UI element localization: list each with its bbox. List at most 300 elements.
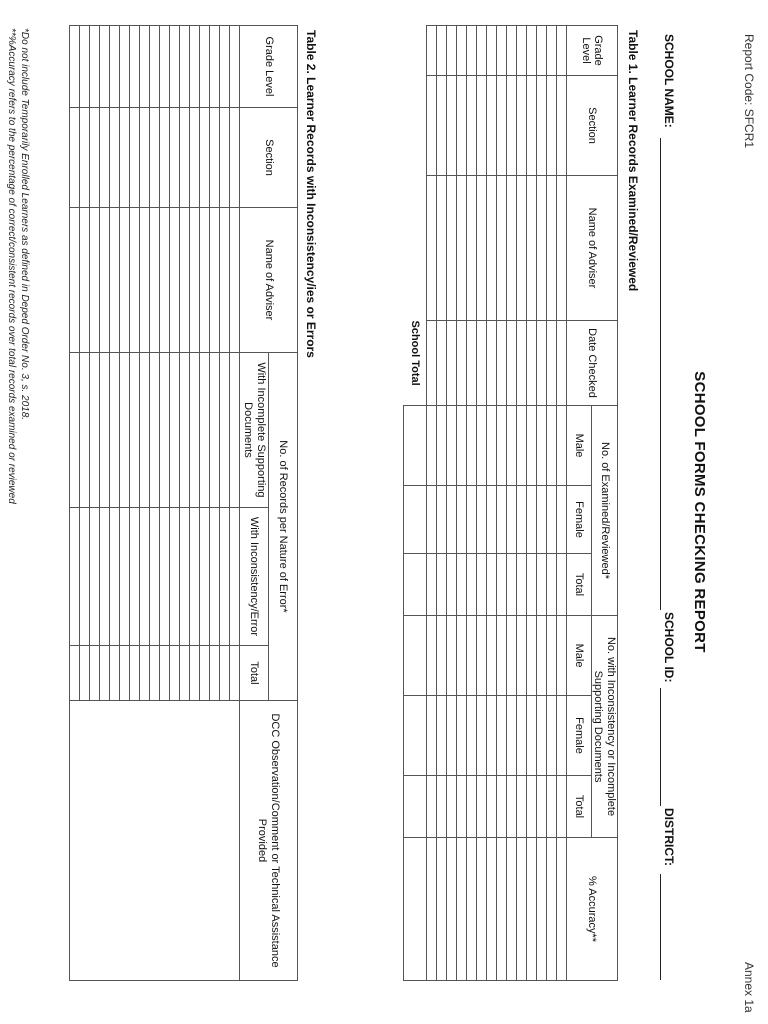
- table-cell[interactable]: [496, 486, 506, 554]
- table-cell[interactable]: [516, 406, 526, 486]
- table-cell[interactable]: [120, 26, 130, 108]
- table-cell[interactable]: [466, 26, 476, 76]
- table-cell[interactable]: [546, 76, 556, 176]
- table-row: [426, 26, 436, 981]
- col-inconsistency-total: Total: [566, 776, 591, 838]
- table-cell[interactable]: [496, 321, 506, 406]
- table-cell[interactable]: [190, 26, 200, 108]
- table-cell[interactable]: [456, 486, 466, 554]
- table-cell[interactable]: [170, 508, 180, 646]
- table-cell[interactable]: [496, 696, 506, 776]
- table-cell[interactable]: [140, 646, 150, 701]
- table-cell[interactable]: [496, 76, 506, 176]
- table-cell[interactable]: [130, 208, 140, 353]
- table-cell[interactable]: [160, 108, 170, 208]
- table-cell[interactable]: [516, 26, 526, 76]
- table-cell[interactable]: [526, 321, 536, 406]
- table-cell[interactable]: [456, 26, 466, 76]
- table-cell[interactable]: [426, 838, 436, 981]
- table-cell[interactable]: [90, 26, 100, 108]
- table-cell[interactable]: [506, 406, 516, 486]
- table-cell[interactable]: [446, 406, 456, 486]
- table-cell[interactable]: [536, 321, 546, 406]
- table-cell[interactable]: [536, 76, 546, 176]
- table-cell[interactable]: [110, 26, 120, 108]
- table-cell[interactable]: [526, 616, 536, 696]
- table-cell[interactable]: [526, 696, 536, 776]
- table-cell[interactable]: [456, 696, 466, 776]
- table-cell[interactable]: [210, 646, 220, 701]
- inconsistency-records-table: [69, 25, 298, 981]
- table-cell[interactable]: [556, 616, 566, 696]
- table-cell[interactable]: [496, 554, 506, 616]
- table-cell[interactable]: [526, 26, 536, 76]
- table-cell[interactable]: [536, 616, 546, 696]
- col-error-total: Total: [240, 646, 269, 701]
- table-cell[interactable]: [426, 26, 436, 76]
- table-cell[interactable]: [70, 646, 80, 701]
- table-cell[interactable]: [456, 838, 466, 981]
- table-cell[interactable]: [446, 554, 456, 616]
- table-cell[interactable]: [426, 696, 436, 776]
- table-cell[interactable]: [150, 646, 160, 701]
- table-cell[interactable]: [516, 554, 526, 616]
- table-cell[interactable]: [230, 646, 240, 701]
- table-cell[interactable]: [456, 76, 466, 176]
- table-cell[interactable]: [200, 508, 210, 646]
- table-cell[interactable]: [436, 76, 446, 176]
- table-cell[interactable]: [556, 321, 566, 406]
- table-cell[interactable]: [230, 108, 240, 208]
- table-cell[interactable]: [180, 353, 190, 508]
- col-adviser: Name of Adviser: [240, 208, 298, 353]
- table-cell[interactable]: [110, 208, 120, 353]
- table-cell[interactable]: [70, 508, 80, 646]
- table-cell[interactable]: [546, 616, 556, 696]
- table-cell[interactable]: [446, 76, 456, 176]
- table-cell[interactable]: [446, 838, 456, 981]
- col-examined-male: Male: [566, 406, 591, 486]
- table-cell[interactable]: [230, 508, 240, 646]
- table-cell[interactable]: [170, 208, 180, 353]
- table-cell[interactable]: [466, 838, 476, 981]
- table-cell[interactable]: [456, 776, 466, 838]
- table-cell[interactable]: [160, 208, 170, 353]
- table-cell[interactable]: [466, 406, 476, 486]
- table-cell[interactable]: [426, 554, 436, 616]
- table-cell[interactable]: [456, 554, 466, 616]
- table-cell[interactable]: [210, 108, 220, 208]
- table-cell[interactable]: [100, 108, 110, 208]
- table-cell[interactable]: [170, 353, 180, 508]
- school-total-cell[interactable]: [404, 406, 427, 486]
- table-cell[interactable]: [200, 208, 210, 353]
- table-cell[interactable]: [170, 646, 180, 701]
- col-group-inconsistency: No. with Inconsistency or Incomplete Supporting Documents: [591, 616, 617, 838]
- table-cell[interactable]: [466, 554, 476, 616]
- table-cell[interactable]: [130, 508, 140, 646]
- table-cell[interactable]: [476, 406, 486, 486]
- table-cell[interactable]: [456, 321, 466, 406]
- report-code: Report Code: SFCR1: [742, 34, 756, 149]
- table-cell[interactable]: [466, 321, 476, 406]
- table-cell[interactable]: [506, 321, 516, 406]
- school-total-label: School Total: [409, 320, 422, 386]
- table-cell[interactable]: [140, 26, 150, 108]
- table-cell[interactable]: [486, 776, 496, 838]
- table-cell[interactable]: [230, 208, 240, 353]
- table-cell[interactable]: [100, 208, 110, 353]
- table-cell[interactable]: [476, 321, 486, 406]
- table-cell[interactable]: [426, 486, 436, 554]
- table-cell[interactable]: [496, 26, 506, 76]
- table-cell[interactable]: [120, 208, 130, 353]
- table-cell[interactable]: [80, 26, 90, 108]
- table-cell[interactable]: [80, 646, 90, 701]
- table2-caption: Table 2. Learner Records with Inconsistency/ies or Errors: [304, 30, 318, 358]
- table-cell[interactable]: [170, 108, 180, 208]
- col-accuracy: % Accuracy**: [566, 838, 617, 981]
- table-cell[interactable]: [436, 838, 446, 981]
- table-cell[interactable]: [506, 486, 516, 554]
- table-cell[interactable]: [130, 646, 140, 701]
- table-cell[interactable]: [150, 26, 160, 108]
- table-cell[interactable]: [476, 76, 486, 176]
- table-cell[interactable]: [100, 353, 110, 508]
- table-cell[interactable]: [190, 508, 200, 646]
- table-cell[interactable]: [80, 353, 90, 508]
- table-cell[interactable]: [476, 26, 486, 76]
- table-cell[interactable]: [546, 486, 556, 554]
- school-total-cell[interactable]: [404, 696, 427, 776]
- table-cell[interactable]: [436, 776, 446, 838]
- table-cell[interactable]: [516, 776, 526, 838]
- table-cell[interactable]: [90, 353, 100, 508]
- table-cell[interactable]: [506, 76, 516, 176]
- table-cell[interactable]: [546, 321, 556, 406]
- table-cell[interactable]: [80, 208, 90, 353]
- table-cell[interactable]: [506, 776, 516, 838]
- table-cell[interactable]: [556, 554, 566, 616]
- table-cell[interactable]: [506, 838, 516, 981]
- table-cell[interactable]: [516, 176, 526, 321]
- table-cell[interactable]: [496, 776, 506, 838]
- table-cell[interactable]: [556, 76, 566, 176]
- table-cell[interactable]: [150, 353, 160, 508]
- district-field[interactable]: [660, 874, 661, 980]
- table-cell[interactable]: [476, 696, 486, 776]
- table-cell[interactable]: [556, 406, 566, 486]
- table-cell[interactable]: [556, 176, 566, 321]
- table-cell[interactable]: [506, 26, 516, 76]
- table-cell[interactable]: [160, 508, 170, 646]
- table-cell[interactable]: [526, 838, 536, 981]
- table-cell[interactable]: [426, 176, 436, 321]
- table-cell[interactable]: [120, 108, 130, 208]
- table-cell[interactable]: [506, 616, 516, 696]
- table-cell[interactable]: [180, 26, 190, 108]
- table-cell[interactable]: [486, 26, 496, 76]
- report-title: SCHOOL FORMS CHECKING REPORT: [691, 371, 708, 653]
- table-cell[interactable]: [190, 108, 200, 208]
- table-cell[interactable]: [516, 696, 526, 776]
- table-cell[interactable]: [456, 176, 466, 321]
- table-cell[interactable]: [526, 76, 536, 176]
- table1-caption: Table 1. Learner Records Examined/Reviewed: [626, 30, 640, 292]
- table-cell[interactable]: [200, 26, 210, 108]
- district-label: DISTRICT:: [662, 808, 676, 866]
- table-cell[interactable]: [436, 406, 446, 486]
- table-cell[interactable]: [170, 26, 180, 108]
- table-cell[interactable]: [426, 76, 436, 176]
- table-cell[interactable]: [100, 26, 110, 108]
- table-cell[interactable]: [110, 353, 120, 508]
- table-cell[interactable]: [446, 176, 456, 321]
- table-cell[interactable]: [526, 554, 536, 616]
- school-name-field[interactable]: [660, 138, 661, 610]
- table-cell[interactable]: [536, 838, 546, 981]
- table-cell[interactable]: [150, 108, 160, 208]
- table-cell[interactable]: [426, 406, 436, 486]
- table-cell[interactable]: [140, 508, 150, 646]
- table-row: [546, 26, 556, 981]
- table-cell[interactable]: [220, 108, 230, 208]
- table-row: [436, 26, 446, 981]
- table-cell[interactable]: [546, 26, 556, 76]
- table-cell[interactable]: [110, 646, 120, 701]
- school-total-cell[interactable]: [404, 838, 427, 981]
- table-cell[interactable]: [180, 646, 190, 701]
- table-cell[interactable]: [190, 646, 200, 701]
- col-inconsistency-female: Female: [566, 696, 591, 776]
- table-cell[interactable]: [546, 406, 556, 486]
- table-cell[interactable]: [466, 176, 476, 321]
- table-cell[interactable]: [556, 838, 566, 981]
- table-cell[interactable]: [180, 208, 190, 353]
- table-cell[interactable]: [516, 486, 526, 554]
- col-section: Section: [566, 76, 617, 176]
- table-cell[interactable]: [446, 616, 456, 696]
- table-cell[interactable]: [436, 321, 446, 406]
- table-cell[interactable]: [446, 26, 456, 76]
- table-cell[interactable]: [516, 838, 526, 981]
- table-row: [446, 26, 456, 981]
- table-cell[interactable]: [80, 108, 90, 208]
- table-cell[interactable]: [556, 486, 566, 554]
- table-cell[interactable]: [436, 696, 446, 776]
- table-cell[interactable]: [436, 176, 446, 321]
- table-cell[interactable]: [220, 353, 230, 508]
- table-cell[interactable]: [130, 108, 140, 208]
- table-cell[interactable]: [536, 486, 546, 554]
- table-cell[interactable]: [526, 176, 536, 321]
- table-cell[interactable]: [486, 321, 496, 406]
- col-examined-female: Female: [566, 486, 591, 554]
- table-cell[interactable]: [100, 508, 110, 646]
- table-cell[interactable]: [220, 508, 230, 646]
- table-cell[interactable]: [466, 76, 476, 176]
- table-cell[interactable]: [220, 26, 230, 108]
- col-group-examined: No. of Examined/Reviewed*: [591, 406, 617, 616]
- table-cell[interactable]: [546, 696, 556, 776]
- table-cell[interactable]: [476, 616, 486, 696]
- table-cell[interactable]: [486, 616, 496, 696]
- table-cell[interactable]: [150, 208, 160, 353]
- table-cell[interactable]: [476, 176, 486, 321]
- table-cell[interactable]: [70, 208, 80, 353]
- table-cell[interactable]: [486, 406, 496, 486]
- table-cell[interactable]: [456, 406, 466, 486]
- table-cell[interactable]: [436, 554, 446, 616]
- table-cell[interactable]: [190, 208, 200, 353]
- table-cell[interactable]: [446, 321, 456, 406]
- table-cell[interactable]: [486, 696, 496, 776]
- table-row: [556, 26, 566, 981]
- table-cell[interactable]: [140, 108, 150, 208]
- table-cell[interactable]: [426, 776, 436, 838]
- table-cell[interactable]: [200, 353, 210, 508]
- table-row: [456, 26, 466, 981]
- table-cell[interactable]: [70, 353, 80, 508]
- table-cell[interactable]: [426, 616, 436, 696]
- table-cell[interactable]: [210, 508, 220, 646]
- table-cell[interactable]: [466, 616, 476, 696]
- table-cell[interactable]: [546, 838, 556, 981]
- table-cell[interactable]: [110, 508, 120, 646]
- school-id-field[interactable]: [660, 688, 661, 806]
- table-cell[interactable]: [456, 616, 466, 696]
- table-cell[interactable]: [476, 486, 486, 554]
- table-cell[interactable]: [446, 776, 456, 838]
- table-cell[interactable]: [90, 646, 100, 701]
- table-cell[interactable]: [556, 26, 566, 76]
- table-row: [536, 26, 546, 981]
- table-cell[interactable]: [436, 616, 446, 696]
- table-cell[interactable]: [220, 646, 230, 701]
- table-cell[interactable]: [536, 696, 546, 776]
- col-inconsistency-male: Male: [566, 616, 591, 696]
- table-cell[interactable]: [100, 646, 110, 701]
- table-cell[interactable]: [496, 176, 506, 321]
- table-cell[interactable]: [466, 696, 476, 776]
- table-cell[interactable]: [80, 508, 90, 646]
- table-cell[interactable]: [180, 108, 190, 208]
- table-cell[interactable]: [536, 554, 546, 616]
- table-cell[interactable]: [466, 486, 476, 554]
- table-cell[interactable]: [230, 353, 240, 508]
- table-cell[interactable]: [546, 776, 556, 838]
- table-cell[interactable]: [446, 696, 456, 776]
- table-cell[interactable]: [120, 353, 130, 508]
- table-cell[interactable]: [486, 76, 496, 176]
- table-cell[interactable]: [556, 776, 566, 838]
- table-cell[interactable]: [220, 208, 230, 353]
- table-cell[interactable]: [496, 838, 506, 981]
- table-cell[interactable]: [90, 108, 100, 208]
- table-cell[interactable]: [486, 486, 496, 554]
- table-cell[interactable]: [536, 26, 546, 76]
- table-cell[interactable]: [180, 508, 190, 646]
- table-cell[interactable]: [476, 838, 486, 981]
- table-cell[interactable]: [160, 353, 170, 508]
- table-cell[interactable]: [70, 26, 80, 108]
- table-cell[interactable]: [506, 176, 516, 321]
- table-cell[interactable]: [436, 486, 446, 554]
- annex-label: Annex 1a: [742, 962, 756, 1013]
- table-cell[interactable]: [200, 646, 210, 701]
- table-cell[interactable]: [556, 696, 566, 776]
- col-date-checked: Date Checked: [566, 321, 617, 406]
- table-cell[interactable]: [70, 108, 80, 208]
- table-cell[interactable]: [210, 353, 220, 508]
- school-total-cell[interactable]: [404, 616, 427, 696]
- table-cell[interactable]: [486, 176, 496, 321]
- table-row: [496, 26, 506, 981]
- col-group-nature-of-error: No. of Records per Nature of Error*: [269, 353, 298, 701]
- table-cell[interactable]: [516, 616, 526, 696]
- table-cell[interactable]: [546, 554, 556, 616]
- table-cell[interactable]: [436, 26, 446, 76]
- table-cell[interactable]: [200, 108, 210, 208]
- table-cell[interactable]: [210, 26, 220, 108]
- table-cell[interactable]: [446, 486, 456, 554]
- table-cell[interactable]: [476, 776, 486, 838]
- table-cell[interactable]: [516, 321, 526, 406]
- table-cell[interactable]: [160, 26, 170, 108]
- col-examined-total: Total: [566, 554, 591, 616]
- table-cell[interactable]: [230, 26, 240, 108]
- table-cell[interactable]: [536, 776, 546, 838]
- table-cell[interactable]: [476, 554, 486, 616]
- table-cell[interactable]: [150, 508, 160, 646]
- school-total-cell[interactable]: [404, 554, 427, 616]
- table-cell[interactable]: [536, 406, 546, 486]
- table-cell[interactable]: [110, 108, 120, 208]
- table-cell[interactable]: [190, 353, 200, 508]
- table-cell[interactable]: [526, 406, 536, 486]
- table-cell[interactable]: [496, 616, 506, 696]
- table-cell[interactable]: [120, 508, 130, 646]
- table-cell[interactable]: [506, 554, 516, 616]
- table-cell[interactable]: [546, 176, 556, 321]
- table-cell[interactable]: [496, 406, 506, 486]
- table-cell[interactable]: [130, 26, 140, 108]
- table-cell[interactable]: [426, 321, 436, 406]
- table-cell[interactable]: [130, 353, 140, 508]
- table-cell[interactable]: [140, 353, 150, 508]
- table-cell[interactable]: [210, 208, 220, 353]
- col-section: Section: [240, 108, 298, 208]
- table-cell[interactable]: [526, 486, 536, 554]
- table-cell[interactable]: [466, 776, 476, 838]
- table-cell[interactable]: [120, 646, 130, 701]
- school-total-cell[interactable]: [404, 486, 427, 554]
- table-cell[interactable]: [90, 208, 100, 353]
- table-row: [476, 26, 486, 981]
- table-cell[interactable]: [506, 696, 516, 776]
- table-cell[interactable]: [70, 701, 240, 981]
- table-cell[interactable]: [90, 508, 100, 646]
- table-cell[interactable]: [486, 554, 496, 616]
- table-cell[interactable]: [516, 76, 526, 176]
- table-cell[interactable]: [536, 176, 546, 321]
- table-cell[interactable]: [526, 776, 536, 838]
- table-cell[interactable]: [486, 838, 496, 981]
- table-cell[interactable]: [140, 208, 150, 353]
- school-total-cell[interactable]: [404, 776, 427, 838]
- col-dcc-observation: DCC Observation/Comment or Technical Assistance Provided: [240, 701, 298, 981]
- table-cell[interactable]: [160, 646, 170, 701]
